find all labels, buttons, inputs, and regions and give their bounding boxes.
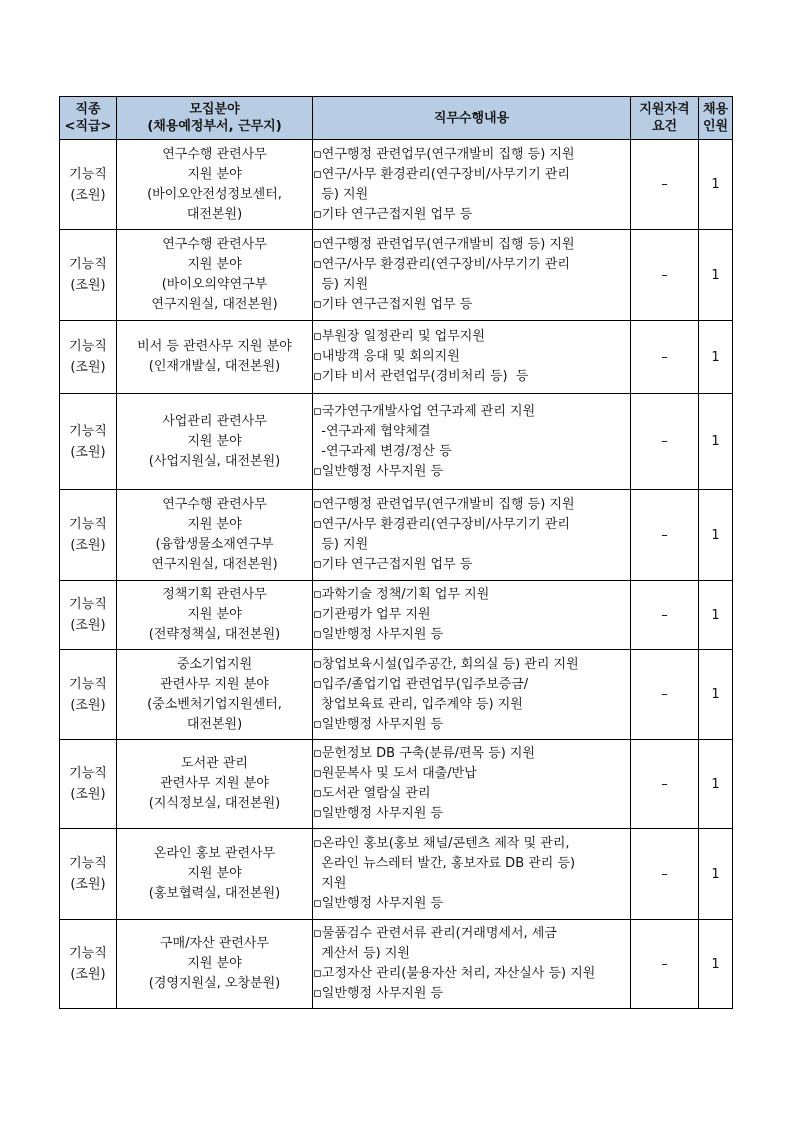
job-type-cell xyxy=(60,829,117,920)
cell-line: 온라인 홍보 관련사무 xyxy=(153,846,276,861)
duty-item: 창업보육료 관리, 입주계약 등) 지원 xyxy=(313,696,523,712)
job-type-cell xyxy=(60,740,117,829)
cell-line: 중소기업지원 xyxy=(176,656,253,672)
duties-cell xyxy=(313,650,631,740)
cell-line: 지원 분야 xyxy=(187,166,242,182)
cell-line: 기능직 xyxy=(69,597,107,612)
headcount-cell: 1 xyxy=(699,321,733,394)
cell-line: 기능직 xyxy=(69,166,107,182)
recruit-field-cell xyxy=(117,650,313,740)
headcount-cell: 1 xyxy=(699,490,733,581)
duty-item: ▫기타 비서 관련업무(경비처리 등) 등 xyxy=(313,369,529,384)
duty-item: ▫기타 연구근접지원 업무 등 xyxy=(313,297,473,312)
header-requirements: 지원자격 요건 xyxy=(631,97,699,140)
duty-item: ▫내방객 응대 및 회의지원 xyxy=(313,349,460,364)
duty-item: ▫연구/사무 환경관리(연구장비/사무기기 관리 xyxy=(313,257,570,272)
duty-item: 등) 지원 xyxy=(313,537,369,552)
duties-cell xyxy=(313,740,631,829)
duty-item: ▫일반행정 사무지원 등 xyxy=(313,986,444,1001)
cell-line: 연구지원실, 대전본원) xyxy=(151,557,278,572)
requirements-cell: – xyxy=(631,829,699,920)
headcount-cell: 1 xyxy=(699,140,733,230)
duty-item: ▫도서관 열람실 관리 xyxy=(313,786,431,801)
duty-item: ▫창업보육시설(입주공간, 회의실 등) 관리 지원 xyxy=(313,656,579,672)
requirements-cell: – xyxy=(631,394,699,490)
table-row xyxy=(60,581,733,650)
duty-item: ▫온라인 홍보(홍보 채널/콘텐츠 제작 및 관리, xyxy=(313,836,570,851)
cell-line: 연구수행 관련사무 xyxy=(162,146,267,162)
cell-line: 대전본원) xyxy=(186,716,243,732)
requirements-cell: – xyxy=(631,140,699,230)
job-type-cell xyxy=(60,394,117,490)
duty-item: ▫일반행정 사무지원 등 xyxy=(313,716,444,732)
cell-line: 구매/자산 관련사무 xyxy=(160,936,269,951)
duty-item: ▫원문복사 및 도서 대출/반납 xyxy=(313,766,477,781)
cell-line: 도서관 관리 xyxy=(181,756,248,771)
job-type-cell xyxy=(60,321,117,394)
cell-line: 기능직 xyxy=(69,339,107,354)
table-row xyxy=(60,321,733,394)
cell-line: 기능직 xyxy=(69,766,107,781)
duty-item: 지원 xyxy=(313,876,347,891)
cell-line: (지식정보실, 대전본원) xyxy=(148,796,281,811)
cell-line: (전략정책실, 대전본원) xyxy=(148,627,281,642)
cell-line: (사업지원실, 대전본원) xyxy=(148,453,281,469)
duty-item: ▫부원장 일정관리 및 업무지원 xyxy=(313,329,485,344)
cell-line: 관련사무 지원 분야 xyxy=(160,676,269,692)
duty-item: -연구과제 변경/정산 등 xyxy=(313,443,452,459)
duty-item: ▫문헌정보 DB 구축(분류/편목 등) 지원 xyxy=(313,746,536,761)
duty-item: ▫고정자산 관리(불용자산 처리, 자산실사 등) 지원 xyxy=(313,966,596,981)
duty-item: ▫연구/사무 환경관리(연구장비/사무기기 관리 xyxy=(313,517,570,532)
cell-line: (조원) xyxy=(70,877,106,892)
duty-item: 계산서 등) 지원 xyxy=(313,946,410,961)
cell-line: (조원) xyxy=(70,787,106,802)
cell-line: 사업관리 관련사무 xyxy=(162,413,267,429)
cell-line: (홍보협력실, 대전본원) xyxy=(148,886,281,901)
job-type-cell xyxy=(60,140,117,230)
cell-line: (조원) xyxy=(70,360,106,375)
cell-line: (조원) xyxy=(70,444,106,460)
requirements-cell: – xyxy=(631,490,699,581)
recruit-field-cell xyxy=(117,490,313,581)
requirements-cell: – xyxy=(631,581,699,650)
duty-item: ▫연구행정 관련업무(연구개발비 집행 등) 지원 xyxy=(313,497,575,512)
cell-line: 지원 분야 xyxy=(187,956,242,971)
table-row xyxy=(60,140,733,230)
duties-cell xyxy=(313,321,631,394)
recruit-field-cell xyxy=(117,394,313,490)
duty-item: 등) 지원 xyxy=(313,277,369,292)
duties-cell xyxy=(313,581,631,650)
duty-item: ▫일반행정 사무지원 등 xyxy=(313,627,444,642)
cell-line: (경영지원실, 오창분원) xyxy=(148,976,281,991)
headcount-cell: 1 xyxy=(699,394,733,490)
job-type-cell xyxy=(60,490,117,581)
recruit-field-cell xyxy=(117,829,313,920)
cell-line: (조원) xyxy=(70,538,106,553)
requirements-cell: – xyxy=(631,740,699,829)
recruit-field-cell xyxy=(117,581,313,650)
cell-line: 연구수행 관련사무 xyxy=(162,237,267,252)
cell-line: (융합생물소재연구부 xyxy=(155,537,274,552)
cell-line: 연구지원실, 대전본원) xyxy=(151,297,278,312)
header-recruit-field: 모집분야 (채용예정부서, 근무지) xyxy=(117,97,313,140)
recruitment-table xyxy=(59,96,733,1009)
cell-line: 지원 분야 xyxy=(187,607,242,622)
recruit-field-cell xyxy=(117,920,313,1009)
cell-line: 지원 분야 xyxy=(187,433,242,449)
requirements-cell: – xyxy=(631,920,699,1009)
cell-line: (중소벤처기업지원센터, xyxy=(147,696,282,712)
cell-line: (조원) xyxy=(70,278,106,293)
headcount-cell: 1 xyxy=(699,650,733,740)
cell-line: (조원) xyxy=(70,618,106,633)
requirements-cell: – xyxy=(631,321,699,394)
cell-line: 기능직 xyxy=(69,946,107,961)
duty-item: ▫일반행정 사무지원 등 xyxy=(313,896,444,911)
cell-line: (조원) xyxy=(70,187,106,203)
cell-line: 연구수행 관련사무 xyxy=(162,497,267,512)
header-headcount: 채용 인원 xyxy=(699,97,733,140)
requirements-cell: – xyxy=(631,230,699,321)
headcount-cell: 1 xyxy=(699,740,733,829)
headcount-cell: 1 xyxy=(699,829,733,920)
requirements-cell: – xyxy=(631,650,699,740)
cell-line: 기능직 xyxy=(69,676,107,692)
duty-item: ▫국가연구개발사업 연구과제 관리 지원 xyxy=(313,403,536,419)
duty-item: ▫기타 연구근접지원 업무 등 xyxy=(313,557,473,572)
header-job-type: 직종 <직급> xyxy=(60,97,117,140)
duty-item: ▫연구행정 관련업무(연구개발비 집행 등) 지원 xyxy=(313,146,575,162)
job-type-cell xyxy=(60,650,117,740)
job-type-cell xyxy=(60,920,117,1009)
cell-line: 기능직 xyxy=(69,423,107,439)
job-type-cell xyxy=(60,230,117,321)
headcount-cell: 1 xyxy=(699,581,733,650)
table-row xyxy=(60,740,733,829)
recruit-field-cell xyxy=(117,230,313,321)
duty-item: ▫입주/졸업기업 관련업무(입주보증금/ xyxy=(313,676,529,692)
table-row xyxy=(60,829,733,920)
header-row xyxy=(60,97,733,140)
duty-item: ▫연구/사무 환경관리(연구장비/사무기기 관리 xyxy=(313,166,570,182)
header-duties: 직무수행내용 xyxy=(313,97,631,140)
table-row xyxy=(60,230,733,321)
duty-item: ▫일반행정 사무지원 등 xyxy=(313,806,444,821)
duty-item: -연구과제 협약체결 xyxy=(313,423,431,439)
cell-line: (바이오의약연구부 xyxy=(161,277,268,292)
cell-line: 대전본원) xyxy=(186,206,243,222)
cell-line: 지원 분야 xyxy=(187,517,242,532)
cell-line: 기능직 xyxy=(69,856,107,871)
duty-item: ▫기관평가 업무 지원 xyxy=(313,607,431,622)
duty-item: ▫연구행정 관련업무(연구개발비 집행 등) 지원 xyxy=(313,237,575,252)
cell-line: (조원) xyxy=(70,697,106,713)
duties-cell xyxy=(313,394,631,490)
headcount-cell: 1 xyxy=(699,230,733,321)
cell-line: 관련사무 지원 분야 xyxy=(160,776,269,791)
table-row xyxy=(60,650,733,740)
cell-line: 지원 분야 xyxy=(187,866,242,881)
duties-cell xyxy=(313,920,631,1009)
job-type-cell xyxy=(60,581,117,650)
cell-line: 비서 등 관련사무 지원 분야 xyxy=(137,339,292,354)
cell-line: 지원 분야 xyxy=(187,257,242,272)
duty-item: ▫과학기술 정책/기획 업무 지원 xyxy=(313,587,490,602)
recruit-field-cell xyxy=(117,740,313,829)
duty-item: ▫물품검수 관련서류 관리(거래명세서, 세금 xyxy=(313,926,557,941)
recruit-field-cell xyxy=(117,140,313,230)
duty-item: 온라인 뉴스레터 발간, 홍보자료 DB 관리 등) xyxy=(313,856,576,871)
duty-item: ▫기타 연구근접지원 업무 등 xyxy=(313,206,473,222)
cell-line: (조원) xyxy=(70,967,106,982)
cell-line: (인재개발실, 대전본원) xyxy=(148,359,281,374)
duties-cell xyxy=(313,230,631,321)
duty-item: 등) 지원 xyxy=(313,186,369,202)
duties-cell xyxy=(313,140,631,230)
table-row xyxy=(60,920,733,1009)
cell-line: 기능직 xyxy=(69,257,107,272)
cell-line: (바이오안전성정보센터, xyxy=(147,186,282,202)
recruit-field-cell xyxy=(117,321,313,394)
duty-item: ▫일반행정 사무지원 등 xyxy=(313,463,444,479)
duties-cell xyxy=(313,829,631,920)
headcount-cell: 1 xyxy=(699,920,733,1009)
table-row xyxy=(60,394,733,490)
cell-line: 정책기획 관련사무 xyxy=(162,587,267,602)
table-row xyxy=(60,490,733,581)
duties-cell xyxy=(313,490,631,581)
cell-line: 기능직 xyxy=(69,517,107,532)
